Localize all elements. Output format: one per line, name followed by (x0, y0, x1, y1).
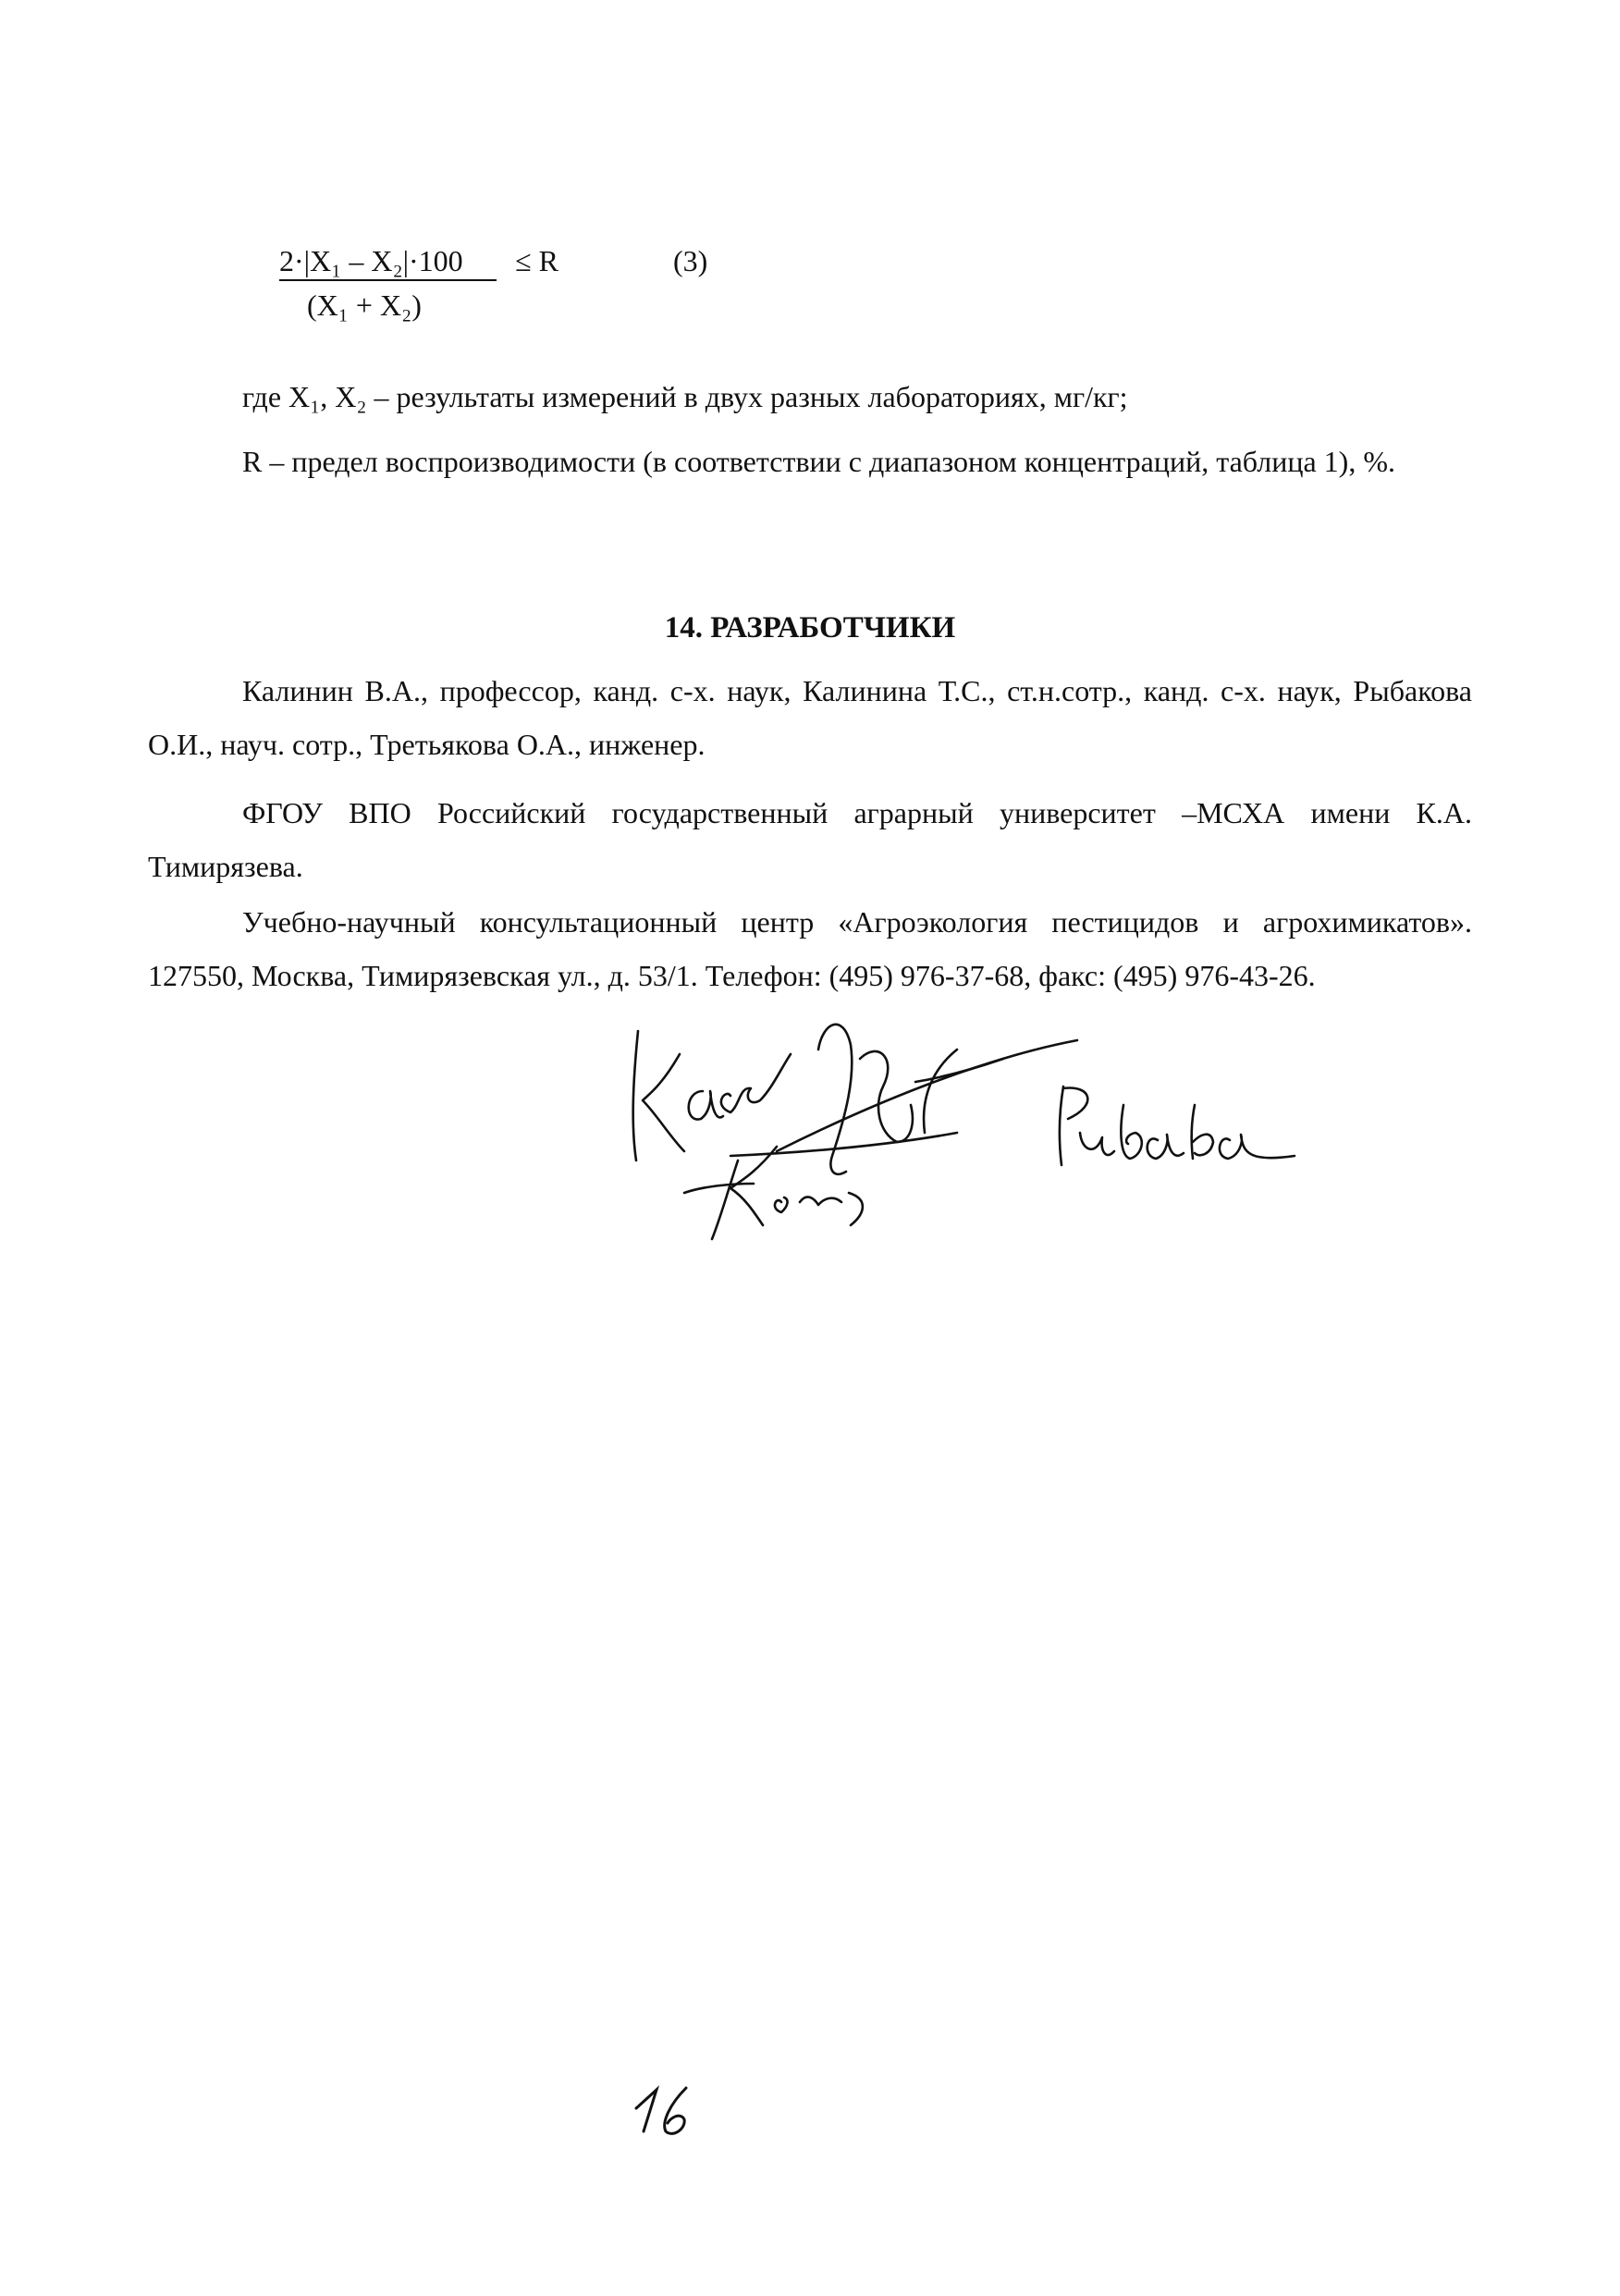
equation-number: (3) (673, 244, 708, 277)
center-paragraph: Учебно-научный консультационный центр «Агроэкология пестицидов и агрохимикатов». 127550, Москва, Тимирязевская ул., д. 53/1. Телефон: (495) 976-37-68, факс: (495) 976-43-26. (148, 905, 1472, 992)
formula-leq: ≤ R (515, 244, 558, 277)
university-paragraph: ФГОУ ВПО Российский государственный аграрный университет –МСХА имени К.А. Тимирязева. (148, 796, 1472, 883)
handwritten-page-number-image (629, 2081, 721, 2145)
handwritten-signatures-image (592, 1003, 1424, 1244)
authors-paragraph: Калинин В.А., профессор, канд. с-х. наук, Калинина Т.С., ст.н.сотр., канд. с-х. наук, Рыбакова О.И., науч. сотр., Третьякова О.А., инженер. (148, 674, 1472, 761)
signatures (592, 1003, 1424, 1244)
section-title: 14. РАЗРАБОТЧИКИ (664, 611, 956, 645)
page-number (629, 2081, 721, 2145)
definition-r: R – предел воспроизводимости (в соответствии с диапазоном концентраций, таблица 1), %. (242, 445, 1395, 478)
definition-x: где X₁, X₂ – результаты измерений в двух разных лабораториях, мг/кг; (242, 380, 1128, 413)
formula-denominator: (X₁ + X₂) (307, 289, 422, 322)
formula-numerator: 2·|X₁ – X₂|·100 (279, 242, 497, 281)
